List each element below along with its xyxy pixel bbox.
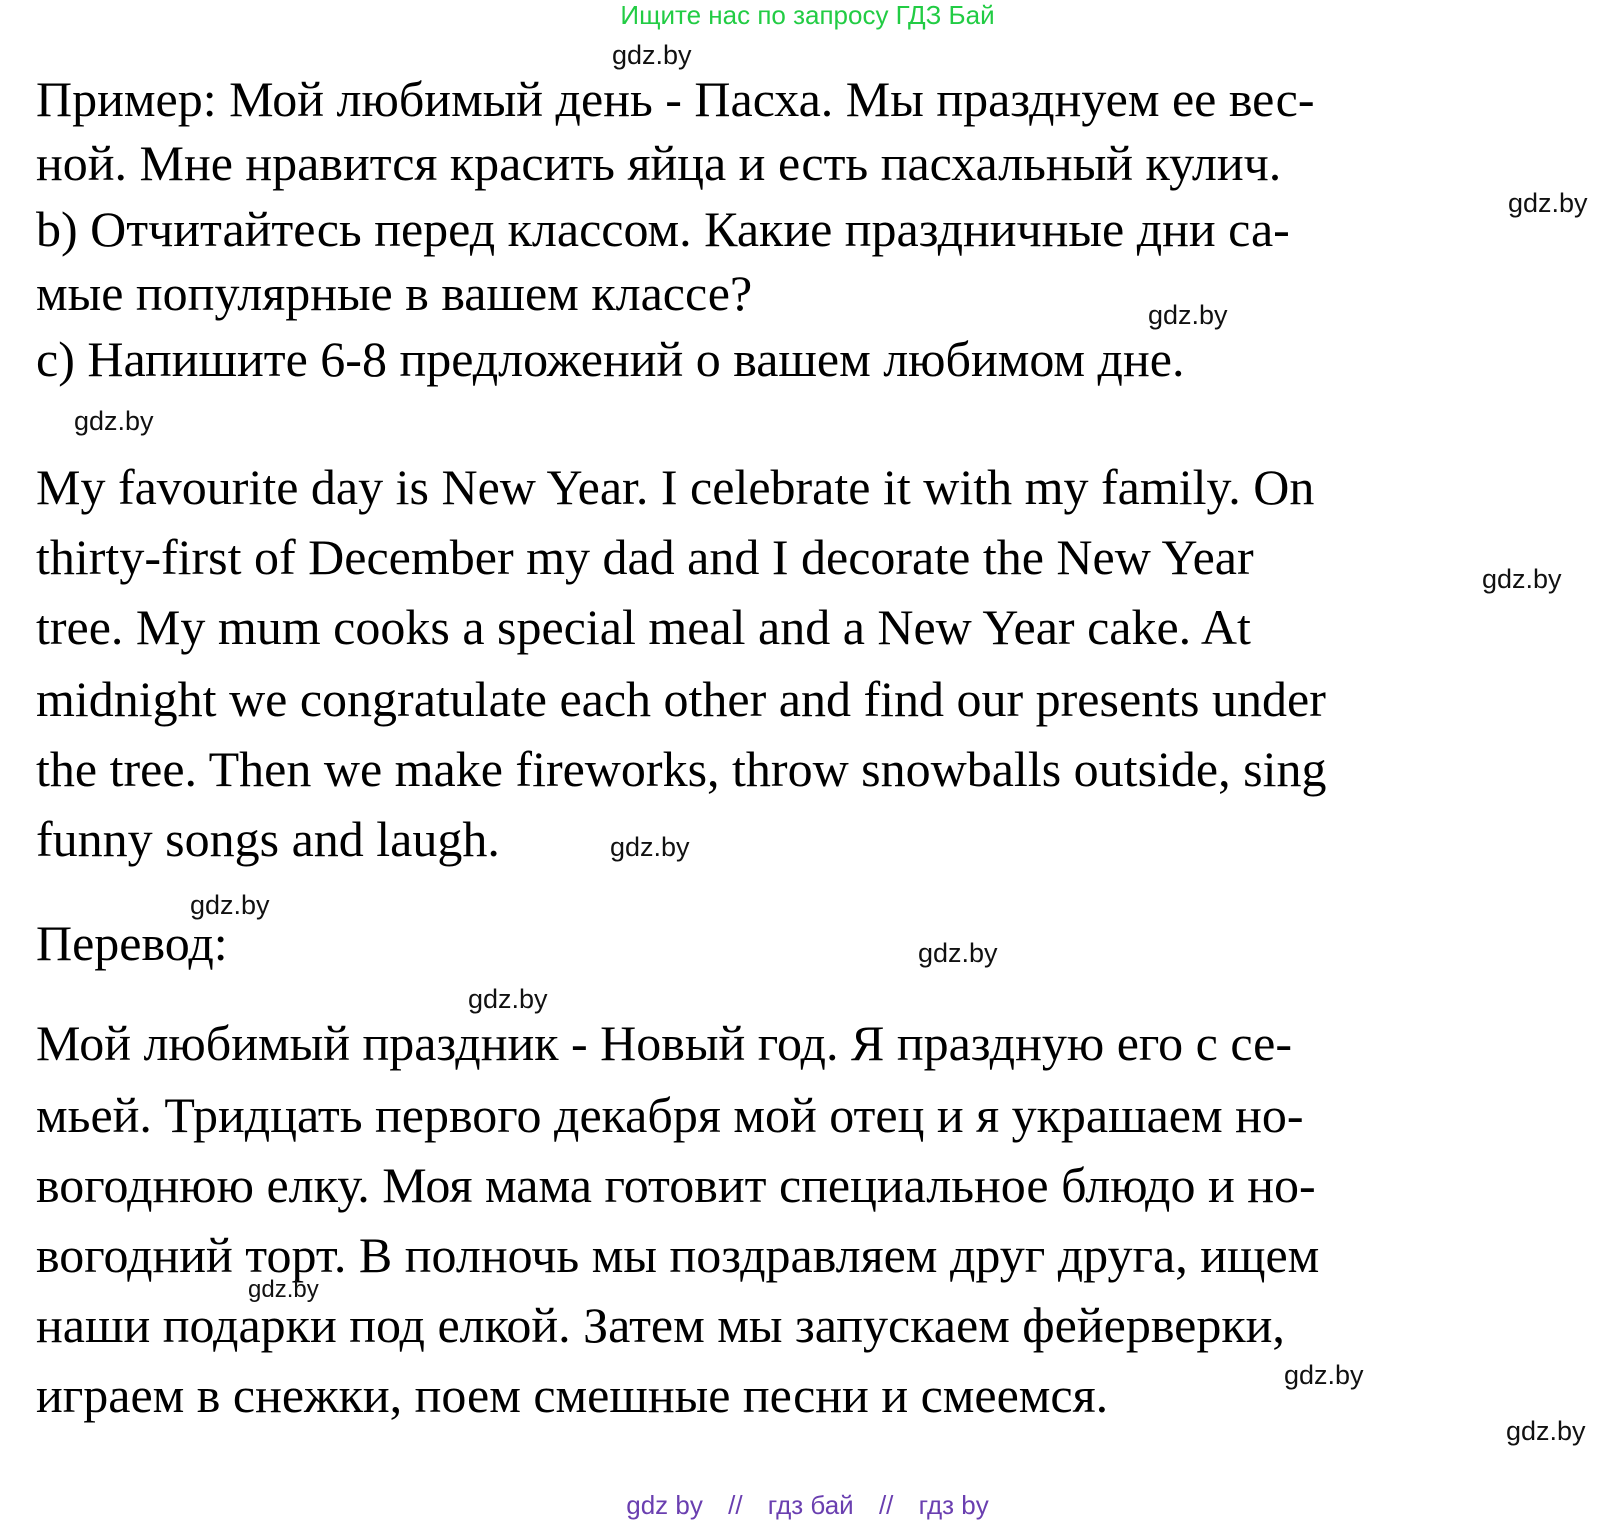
answer-line-4: midnight we congratulate each other and find our presents under: [36, 671, 1326, 727]
watermark: gdz.by: [918, 938, 998, 968]
footer-links: [0, 1492, 1615, 1518]
watermark: gdz.by: [190, 890, 270, 920]
watermark: gdz.by: [1508, 188, 1588, 218]
task-line-3: b) Отчитайтесь перед классом. Какие праздничные дни са-: [36, 201, 1290, 257]
watermark: gdz.by: [248, 1276, 319, 1303]
task-line-5: c) Напишите 6-8 предложений о вашем любимом дне.: [36, 331, 1185, 387]
watermark: gdz.by: [1284, 1360, 1364, 1390]
watermark: gdz.by: [1482, 564, 1562, 594]
footer-link-gdz-by[interactable]: gdz by: [626, 1490, 703, 1520]
watermark: gdz.by: [610, 832, 690, 862]
translation-line-2: мьей. Тридцать первого декабря мой отец и я украшаем но-: [36, 1087, 1304, 1143]
header-search-hint[interactable]: [0, 2, 1615, 28]
answer-line-3: tree. My mum cooks a special meal and a New Year cake. At: [36, 599, 1251, 655]
footer-link-gdz-by-cyr[interactable]: гдз by: [918, 1490, 989, 1520]
watermark: gdz.by: [468, 984, 548, 1014]
task-line-2: ной. Мне нравится красить яйца и есть пасхальный кулич.: [36, 135, 1282, 191]
header-search-hint-text[interactable]: Ищите нас по запросу ГДЗ Бай: [620, 0, 995, 30]
footer-link-gdz-bai[interactable]: гдз бай: [767, 1490, 854, 1520]
translation-line-5: наши подарки под елкой. Затем мы запускаем фейерверки,: [36, 1297, 1285, 1353]
answer-line-2: thirty-first of December my dad and I decorate the New Year: [36, 529, 1254, 585]
watermark: gdz.by: [612, 40, 692, 70]
translation-line-6: играем в снежки, поем смешные песни и смеемся.: [36, 1367, 1109, 1423]
translation-line-4: вогодний торт. В полночь мы поздравляем друг друга, ищем: [36, 1227, 1320, 1283]
footer-separator: //: [728, 1490, 743, 1520]
translation-line-3: вогоднюю елку. Моя мама готовит специальное блюдо и но-: [36, 1157, 1316, 1213]
translation-line-1: Мой любимый праздник - Новый год. Я праздную его с се-: [36, 1015, 1292, 1071]
watermark: gdz.by: [74, 406, 154, 436]
watermark: gdz.by: [1148, 300, 1228, 330]
task-line-4: мые популярные в вашем классе?: [36, 265, 753, 321]
watermark: gdz.by: [1506, 1416, 1586, 1446]
translation-heading: Перевод:: [36, 915, 228, 971]
task-line-1: Пример: Мой любимый день - Пасха. Мы празднуем ее вес-: [36, 71, 1315, 127]
footer-separator: //: [878, 1490, 894, 1520]
answer-line-6: funny songs and laugh.: [36, 811, 500, 867]
answer-line-1: My favourite day is New Year. I celebrate it with my family. On: [36, 459, 1315, 515]
answer-line-5: the tree. Then we make fireworks, throw snowballs outside, sing: [36, 741, 1327, 797]
